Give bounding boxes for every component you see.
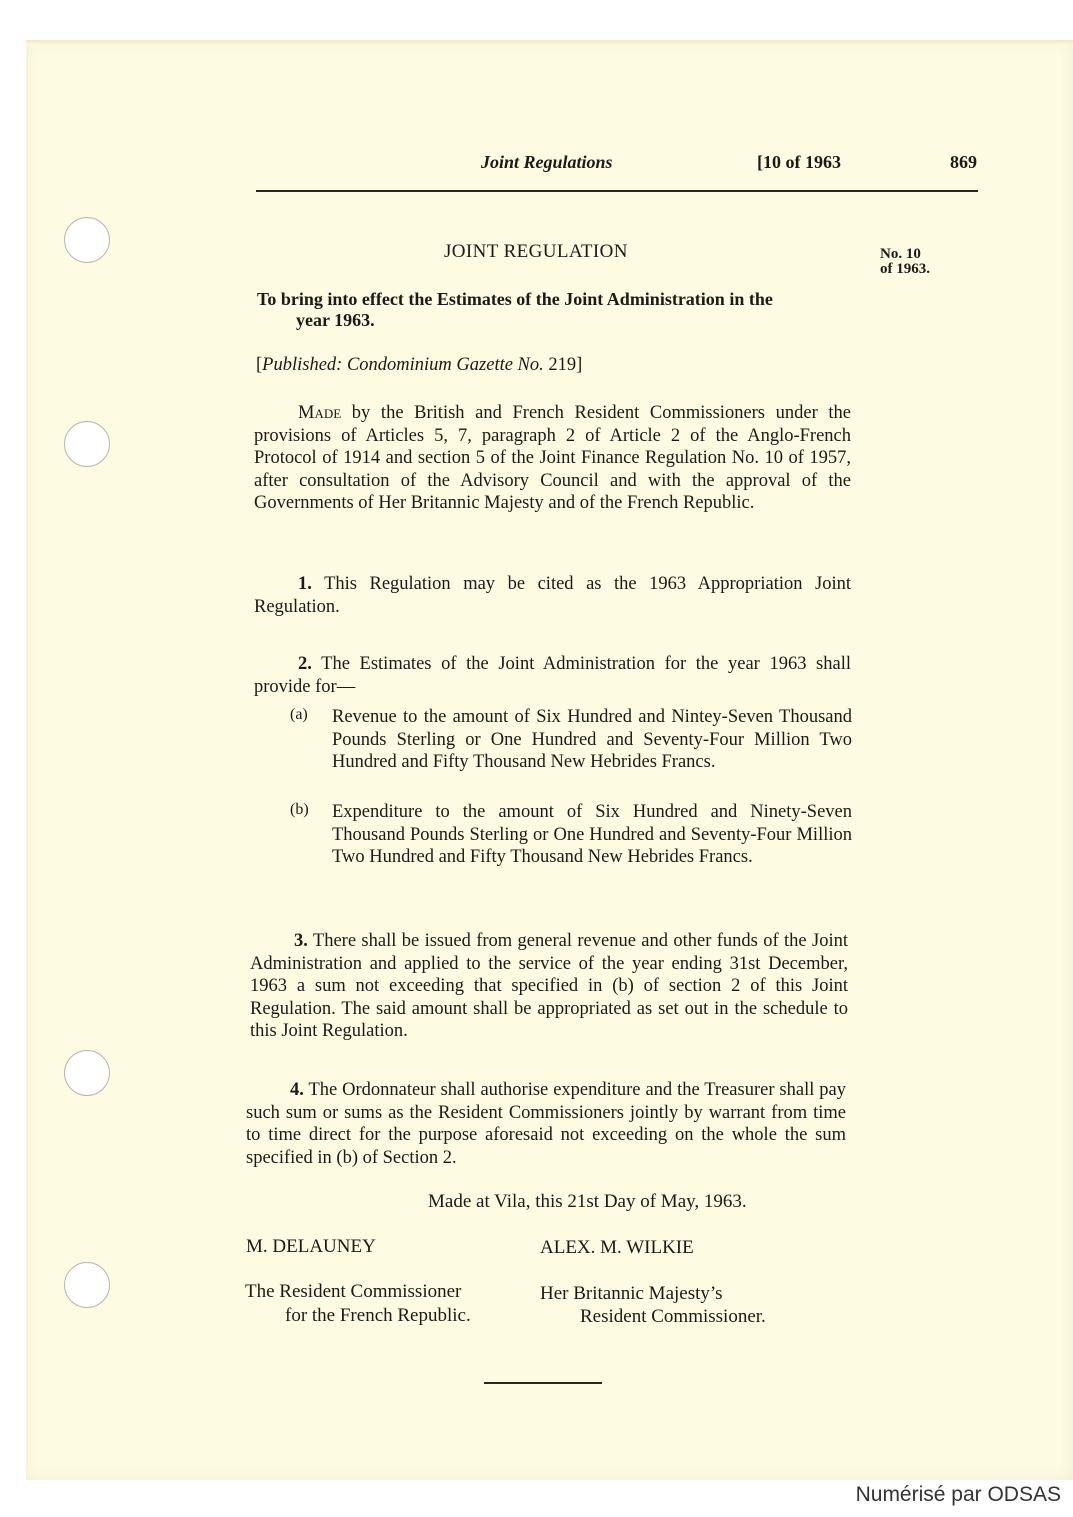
section-4 bbox=[246, 1079, 846, 1169]
section-text: The Ordonnateur shall authorise expenditure and the Treasurer shall pay such sum or sums as the Resident Commissioners jointly by warrant from time to time direct for the purpose aforesaid not exceeding on the whole the sum specified in (b) of Section 2. bbox=[246, 1080, 846, 1168]
section-2 bbox=[254, 653, 851, 698]
item-label: (b) bbox=[290, 801, 309, 818]
section-number: 1. bbox=[298, 574, 312, 594]
list-item bbox=[290, 706, 852, 774]
preamble bbox=[254, 402, 851, 515]
gazette-number: 219] bbox=[548, 355, 583, 375]
end-rule bbox=[484, 1382, 602, 1384]
subtitle-line: year 1963. bbox=[296, 310, 375, 330]
section-number: 4. bbox=[290, 1080, 304, 1100]
item-text: Revenue to the amount of Six Hundred and Nintey-Seven Thousand Pounds Sterling or One Hundred and Seventy-Four Million Two Hundred and Fifty Thousand New Hebrides Francs. bbox=[332, 707, 852, 772]
margin-note-line: No. 10 bbox=[880, 246, 921, 262]
subtitle bbox=[257, 289, 857, 331]
section-number: 2. bbox=[298, 654, 312, 674]
section-text: This Regulation may be cited as the 1963 Appropriation Joint Regulation. bbox=[254, 574, 851, 617]
item-text: Expenditure to the amount of Six Hundred and Ninety-Seven Thousand Pounds Sterling or One Hundred and Seventy-Four Million Two Hundred and Fifty Thousand New Hebrides Francs. bbox=[332, 802, 852, 867]
signatory-title-french: for the French Republic. bbox=[285, 1305, 471, 1326]
bracket: [ bbox=[256, 355, 263, 375]
section-text: There shall be issued from general revenue and other funds of the Joint Administration and applied to the service of the year ending 31st December, 1963 a sum not exceeding that specified in (b) of section 2 of this Joint Regulation. The said amount shall be appropriated as set out in the schedule to this Joint Regulation. bbox=[250, 931, 848, 1041]
signatory-name-french: M. DELAUNEY bbox=[246, 1236, 376, 1257]
header-rule bbox=[256, 190, 978, 192]
section-number: 3. bbox=[294, 931, 308, 951]
signatory-name-british: ALEX. M. WILKIE bbox=[540, 1237, 694, 1258]
gazette-name: Condominium Gazette No. bbox=[346, 355, 544, 375]
margin-note-line: of 1963. bbox=[880, 261, 930, 277]
signatory-title-british: Resident Commissioner. bbox=[580, 1306, 766, 1327]
section-1 bbox=[254, 573, 851, 618]
signatory-title-french: The Resident Commissioner bbox=[245, 1281, 462, 1302]
published-label: Published: bbox=[262, 355, 343, 375]
regulation-reference: [10 of 1963 bbox=[757, 152, 841, 172]
running-title: Joint Regulations bbox=[481, 152, 613, 172]
item-label: (a) bbox=[290, 706, 308, 723]
made-at-line: Made at Vila, this 21st Day of May, 1963. bbox=[428, 1191, 747, 1212]
punch-hole bbox=[64, 217, 110, 263]
punch-hole bbox=[64, 1050, 110, 1096]
section-text: The Estimates of the Joint Administration for the year 1963 shall provide for— bbox=[254, 654, 851, 697]
subtitle-line: To bring into effect the Estimates of the Joint Administration in the bbox=[257, 289, 773, 309]
published-line bbox=[256, 355, 582, 376]
preamble-text: by the British and French Resident Commissioners under the provisions of Articles 5, 7, paragraph 2 of Article 2 of the Anglo-French Protocol of 1914 and section 5 of the Joint Finance Regulation No. 10 of 1957, after consultation of the Advisory Council and with the approval of the Governments of Her Britannic Majesty and of the French Republic. bbox=[254, 403, 851, 513]
digitization-footer: Numérisé par ODSAS bbox=[855, 1483, 1061, 1506]
margin-note bbox=[880, 247, 930, 277]
section-3 bbox=[250, 930, 848, 1043]
page-title: JOINT REGULATION bbox=[444, 241, 628, 262]
signatory-title-british: Her Britannic Majesty’s bbox=[540, 1283, 723, 1304]
sheet-edge bbox=[26, 40, 1073, 46]
punch-hole bbox=[64, 421, 110, 467]
list-item bbox=[290, 801, 852, 869]
page-number: 869 bbox=[950, 152, 977, 172]
punch-hole bbox=[64, 1262, 110, 1308]
preamble-lead: Made bbox=[298, 403, 342, 423]
